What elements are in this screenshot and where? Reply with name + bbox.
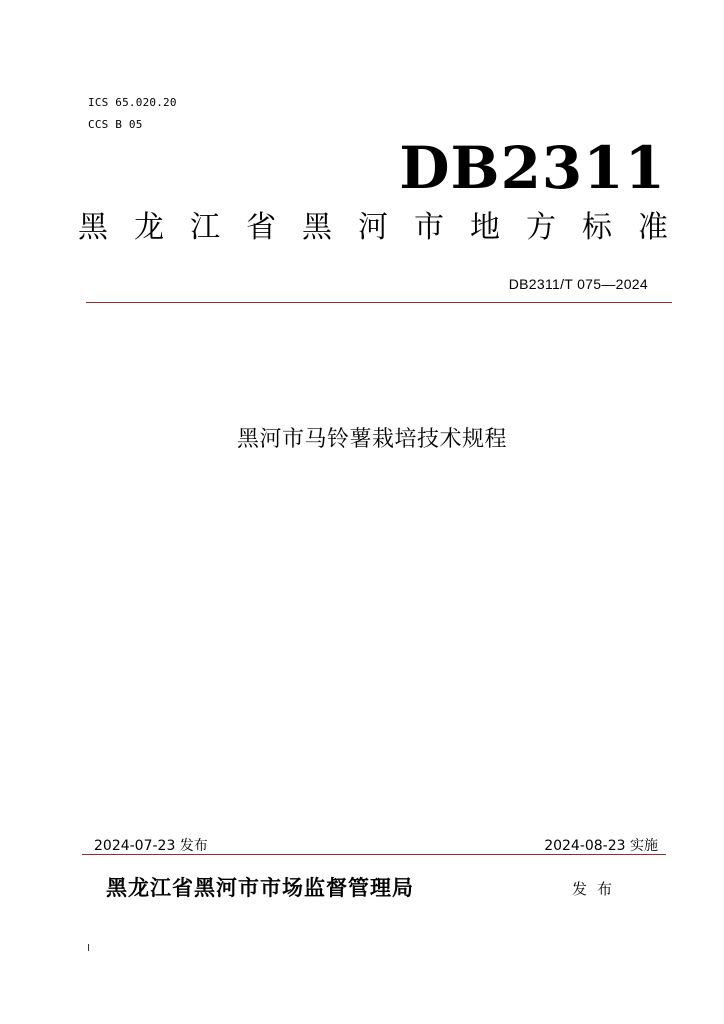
issuing-authority: 黑龙江省黑河市市场监督管理局 [106,875,414,900]
bottom-divider [82,854,666,855]
standard-number: DB2311/T 075—2024 [508,276,648,292]
implement-date: 2024-08-23 实施 [544,838,658,854]
top-divider [86,302,672,303]
issue-label: 发布 [572,880,623,898]
publish-date: 2024-07-23 发布 [94,838,208,854]
standard-code-logo: DB2311 [399,134,666,202]
standard-name: 黑龙江省黑河市地方标准 [78,210,668,245]
document-title: 黑河市马铃薯栽培技术规程 [236,427,507,452]
ccs-code: CCS B 05 [88,118,143,131]
ics-code: ICS 65.020.20 [88,96,177,109]
page-marker [88,944,89,951]
